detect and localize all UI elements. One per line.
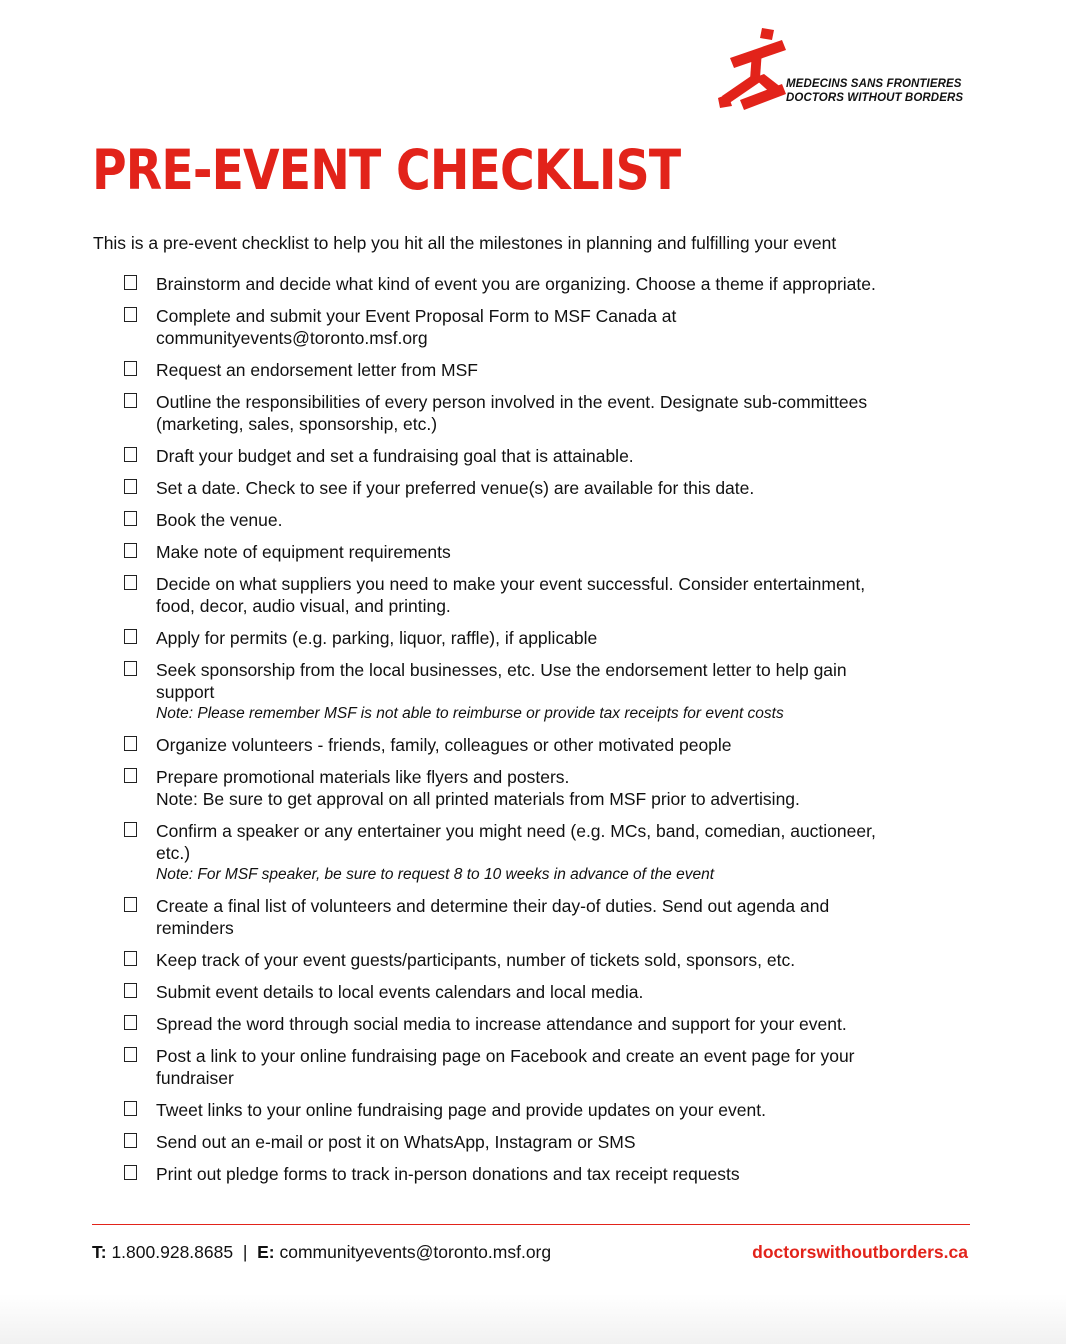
checkbox[interactable] (124, 822, 137, 837)
checklist-item (124, 895, 964, 939)
checklist-item-line: Tweet links to your online fundraising page and provide updates on your event. (156, 1100, 766, 1120)
checkbox[interactable] (124, 1101, 137, 1116)
checkbox[interactable] (124, 511, 137, 526)
phone-number[interactable]: 1.800.928.8685 (111, 1242, 234, 1262)
website-link[interactable]: doctorswithoutborders.ca (752, 1242, 968, 1262)
checklist-item (124, 359, 964, 381)
checklist-item-line: Decide on what suppliers you need to make your event successful. Consider entertainment, (156, 574, 866, 594)
phone-label: T: (92, 1242, 107, 1262)
checklist-item (124, 1099, 964, 1121)
checklist-item-line: Spread the word through social media to increase attendance and support for your event. (156, 1014, 847, 1034)
checklist-item-line: (marketing, sales, sponsorship, etc.) (156, 414, 438, 434)
checklist-item (124, 981, 964, 1003)
checklist-item-line: Note: Be sure to get approval on all printed materials from MSF prior to advertising. (156, 789, 800, 809)
logo-line-english: DOCTORS WITHOUT BORDERS (786, 91, 964, 104)
checklist-item (124, 477, 964, 499)
checkbox[interactable] (124, 1133, 137, 1148)
checklist-item-line: Apply for permits (e.g. parking, liquor, raffle), if applicable (156, 628, 598, 648)
checklist-item-line: Seek sponsorship from the local businesses, etc. Use the endorsement letter to help gain (156, 660, 847, 680)
checklist-item-line: Outline the responsibilities of every person involved in the event. Designate sub-committees (156, 392, 868, 412)
logo-line-french: MEDECINS SANS FRONTIERES (786, 78, 962, 90)
checklist-item (124, 509, 964, 531)
checklist-item-line: Keep track of your event guests/participants, number of tickets sold, sponsors, etc. (156, 950, 796, 970)
checkbox[interactable] (124, 951, 137, 966)
checklist-item-note: Note: Please remember MSF is not able to reimburse or provide tax receipts for event costs (156, 705, 784, 722)
page-bottom-shade (0, 1294, 1066, 1344)
checklist-item (124, 1013, 964, 1035)
footer (92, 1241, 970, 1265)
checkbox[interactable] (124, 736, 137, 751)
footer-email[interactable]: communityevents@toronto.msf.org (279, 1242, 552, 1262)
checklist-item-text (156, 273, 876, 295)
checklist-item-line: etc.) (156, 843, 191, 863)
checkbox[interactable] (124, 897, 137, 912)
checklist-item-text (156, 445, 634, 467)
checklist-item-line: Submit event details to local events calendars and local media. (156, 982, 644, 1002)
checkbox[interactable] (124, 307, 137, 322)
checklist-item-line: Organize volunteers - friends, family, colleagues or other motivated people (156, 735, 732, 755)
checklist-item-text (156, 1131, 636, 1153)
checkbox[interactable] (124, 1165, 137, 1180)
checkbox[interactable] (124, 983, 137, 998)
checklist-item-text (156, 541, 451, 563)
checklist-item (124, 734, 964, 756)
checkbox[interactable] (124, 393, 137, 408)
msf-running-figure-icon (716, 28, 796, 112)
checklist-item (124, 305, 964, 349)
checklist (124, 273, 964, 1195)
checklist-item (124, 766, 964, 810)
checkbox[interactable] (124, 575, 137, 590)
checklist-item-line: Set a date. Check to see if your preferred venue(s) are available for this date. (156, 478, 755, 498)
footer-divider (92, 1224, 970, 1225)
checklist-item-text (156, 1163, 740, 1185)
checkbox[interactable] (124, 447, 137, 462)
checklist-item-text (156, 766, 800, 810)
checklist-item-text (156, 949, 795, 971)
checklist-item-text (156, 305, 676, 349)
checklist-item (124, 820, 964, 885)
checklist-item (124, 1163, 964, 1185)
checklist-item (124, 1131, 964, 1153)
checklist-item (124, 573, 964, 617)
checklist-item-line: Post a link to your online fundraising page on Facebook and create an event page for your (156, 1046, 855, 1066)
checklist-item (124, 627, 964, 649)
checklist-item-line: Request an endorsement letter from MSF (156, 360, 478, 380)
checklist-item-line: Draft your budget and set a fundraising goal that is attainable. (156, 446, 634, 466)
checklist-item (124, 391, 964, 435)
footer-separator: | (242, 1242, 248, 1262)
checklist-item-text (156, 477, 754, 499)
checklist-item-text (156, 359, 478, 381)
checkbox[interactable] (124, 1047, 137, 1062)
checklist-item (124, 445, 964, 467)
checklist-item-line: fundraiser (156, 1068, 234, 1088)
checkbox[interactable] (124, 1015, 137, 1030)
checklist-item-text (156, 1013, 847, 1035)
checklist-item-text (156, 573, 865, 617)
page-title: PRE-EVENT CHECKLIST (92, 138, 681, 202)
checklist-item-line: Confirm a speaker or any entertainer you might need (e.g. MCs, band, comedian, auctioneer, (156, 821, 876, 841)
checklist-item-line: Print out pledge forms to track in-person donations and tax receipt requests (156, 1164, 740, 1184)
checklist-item-text (156, 1045, 855, 1089)
checklist-item-line: Complete and submit your Event Proposal Form to MSF Canada at (156, 306, 677, 326)
checklist-item-text (156, 981, 643, 1003)
footer-contact (92, 1241, 551, 1263)
checklist-item (124, 1045, 964, 1089)
checklist-item-text (156, 391, 867, 435)
intro-text: This is a pre-event checklist to help you hit all the milestones in planning and fulfilling your event (93, 233, 837, 253)
checklist-item-line: Create a final list of volunteers and determine their day-of duties. Send out agenda and (156, 896, 830, 916)
checklist-item (124, 541, 964, 563)
checkbox[interactable] (124, 361, 137, 376)
checklist-item (124, 659, 964, 724)
msf-logo (716, 28, 976, 112)
checklist-item-text (156, 627, 597, 649)
checkbox[interactable] (124, 543, 137, 558)
checklist-item-line: Prepare promotional materials like flyers and posters. (156, 767, 570, 787)
checklist-item-line: support (156, 682, 215, 702)
checklist-item-text (156, 659, 847, 724)
checklist-item-text (156, 509, 282, 531)
checklist-item-line: food, decor, audio visual, and printing. (156, 596, 451, 616)
checkbox[interactable] (124, 275, 137, 290)
checkbox[interactable] (124, 479, 137, 494)
checklist-item-line: Make note of equipment requirements (156, 542, 451, 562)
checklist-item-text (156, 1099, 766, 1121)
checklist-item-line: communityevents@toronto.msf.org (156, 328, 428, 348)
checklist-item-line: Brainstorm and decide what kind of event you are organizing. Choose a theme if appropriate. (156, 274, 876, 294)
checklist-item-line: Book the venue. (156, 510, 283, 530)
checkbox[interactable] (124, 661, 137, 676)
checkbox[interactable] (124, 768, 137, 783)
checklist-item (124, 273, 964, 295)
checklist-item-text (156, 895, 829, 939)
checklist-item-text (156, 820, 876, 885)
checklist-item-line: Send out an e-mail or post it on WhatsApp, Instagram or SMS (156, 1132, 636, 1152)
checklist-item-line: reminders (156, 918, 234, 938)
checklist-item-text (156, 734, 732, 756)
checkbox[interactable] (124, 629, 137, 644)
checklist-item-note: Note: For MSF speaker, be sure to request 8 to 10 weeks in advance of the event (156, 866, 715, 883)
checklist-item (124, 949, 964, 971)
email-label: E: (257, 1242, 275, 1262)
